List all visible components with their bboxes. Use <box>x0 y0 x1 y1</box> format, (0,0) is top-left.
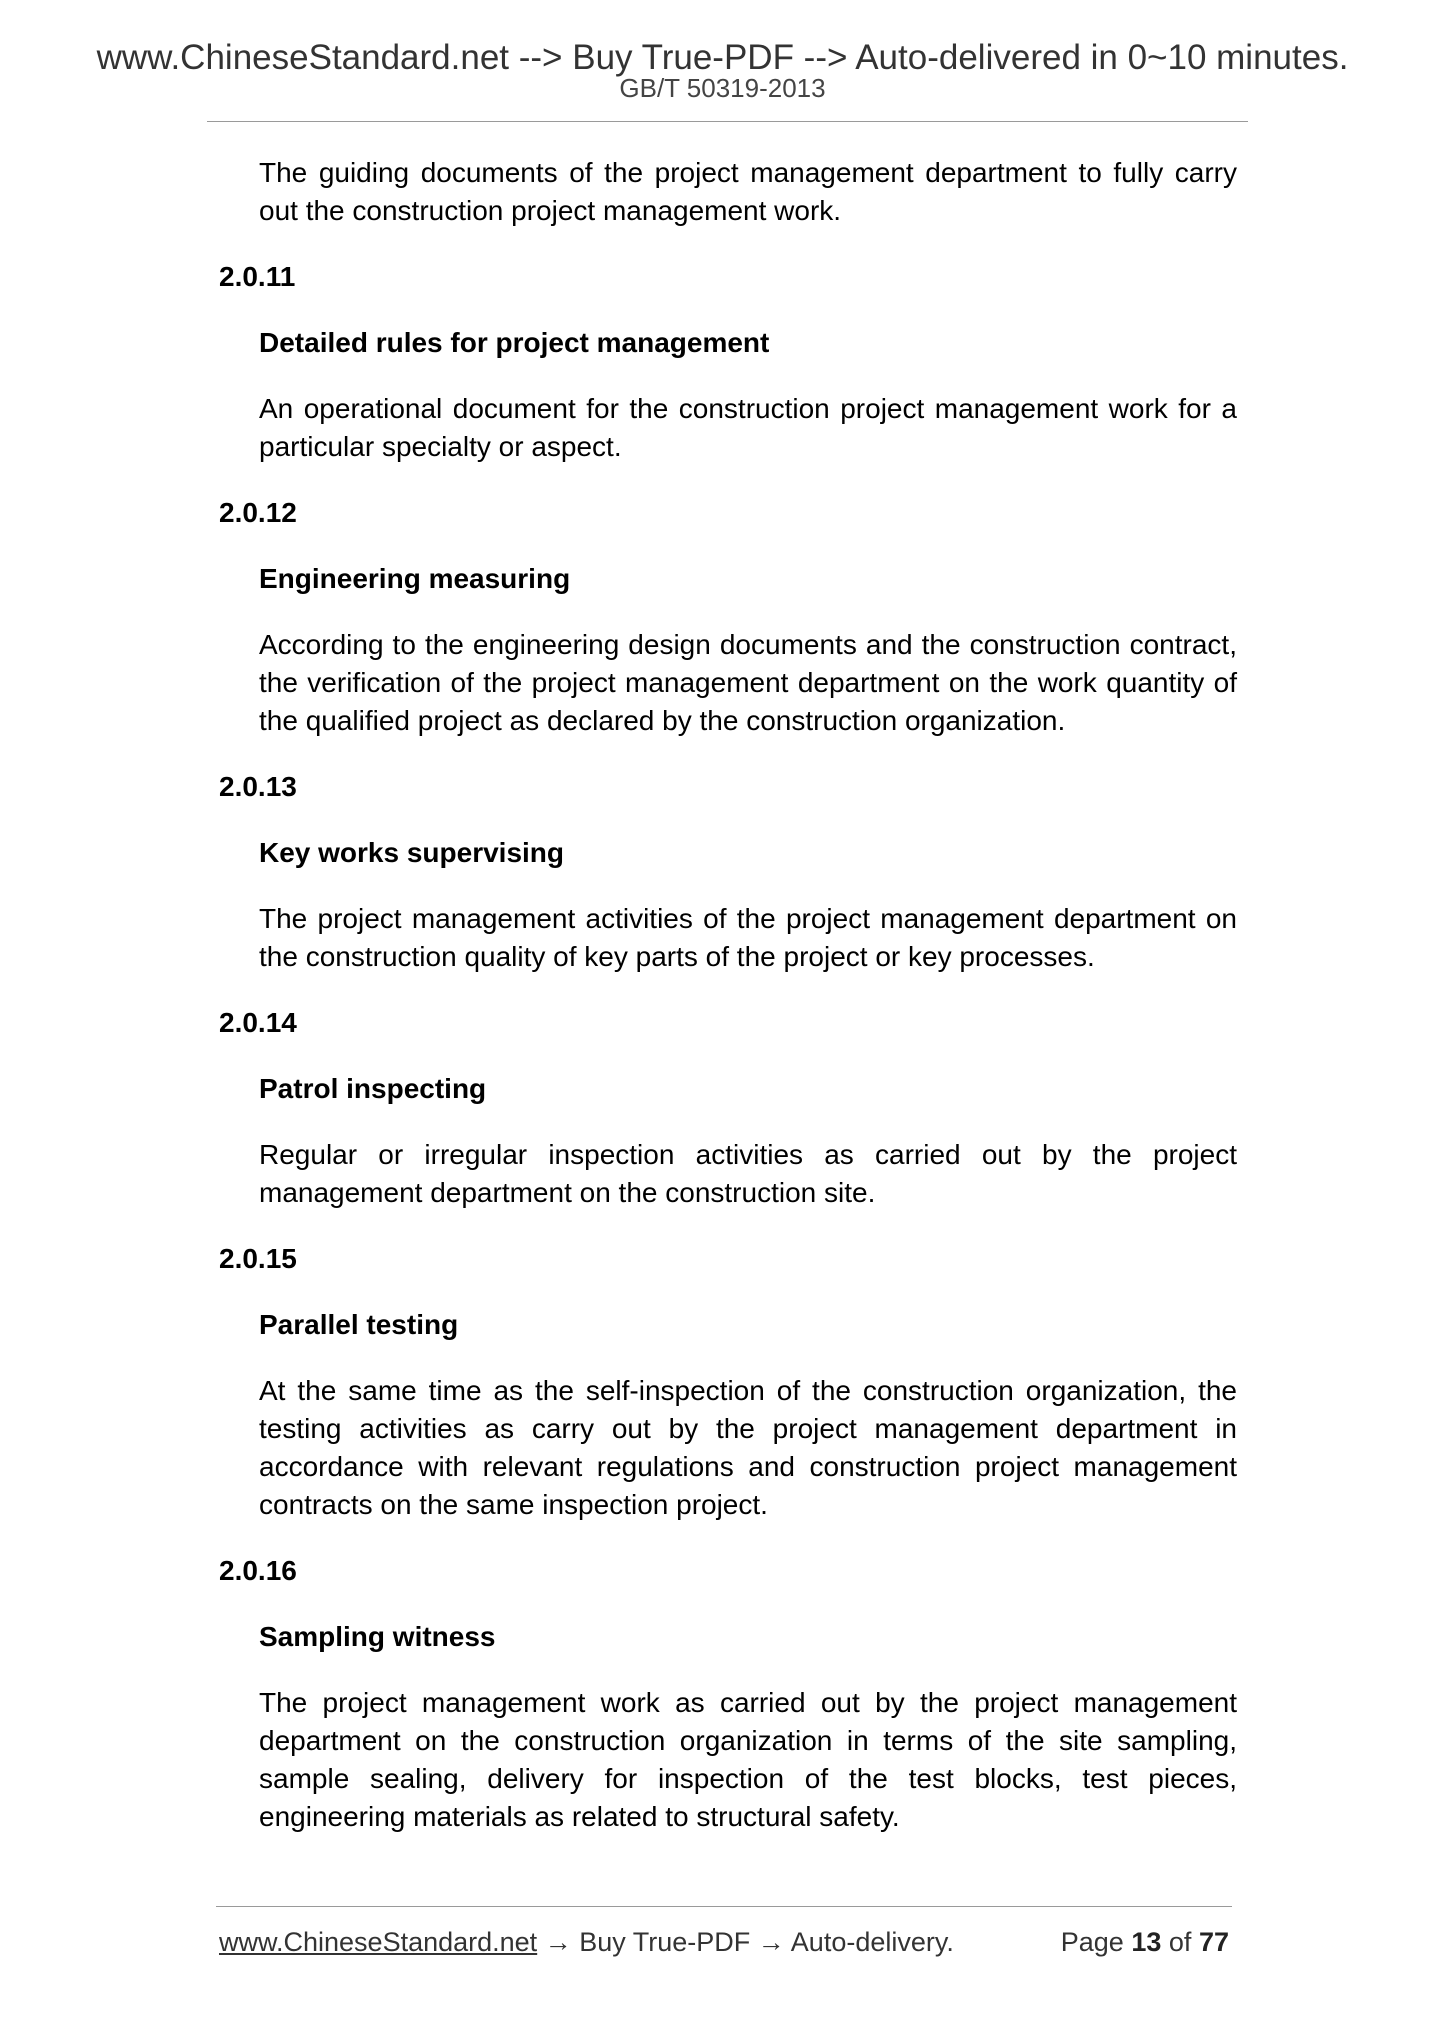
clause-2-0-12 <box>219 494 1237 740</box>
arrow-right-icon: → <box>757 1927 785 1957</box>
clause-2-0-14 <box>219 1004 1237 1212</box>
clause-2-0-11 <box>219 258 1237 466</box>
clause-term: Key works supervising <box>259 837 565 868</box>
footer-promo <box>219 1922 954 1962</box>
clause-2-0-13 <box>219 768 1237 976</box>
arrow-right-icon: → <box>544 1927 572 1957</box>
page-content <box>219 154 1237 1864</box>
clause-2-0-15 <box>219 1240 1237 1524</box>
clause-number: 2.0.13 <box>219 771 297 802</box>
footer-delivery-text: Auto-delivery. <box>790 1927 954 1957</box>
clause-term: Parallel testing <box>259 1309 459 1340</box>
page-label: Page <box>1060 1927 1124 1957</box>
clause-number: 2.0.15 <box>219 1243 297 1274</box>
clause-term: Sampling witness <box>259 1621 496 1652</box>
page-indicator <box>1061 1922 1229 1962</box>
clause-number: 2.0.16 <box>219 1555 297 1586</box>
clause-term: Patrol inspecting <box>259 1073 487 1104</box>
clause-number: 2.0.14 <box>219 1007 297 1038</box>
clause-definition: An operational document for the construction project management work for a particular specialty or aspect. <box>259 393 1237 462</box>
clause-term: Detailed rules for project management <box>259 327 770 358</box>
intro-paragraph: The guiding documents of the project management department to fully carry out the construction project management work. <box>259 157 1237 226</box>
clause-definition: According to the engineering design documents and the construction contract, the verification of the project management department on the work quantity of the qualified project as declared by the construction organization. <box>259 629 1237 736</box>
page-footer <box>219 1922 1229 1962</box>
of-label: of <box>1168 1927 1192 1957</box>
total-pages-number: 77 <box>1198 1927 1229 1957</box>
clause-definition: The project management activities of the project management department on the construction quality of key parts of the project or key processes. <box>259 903 1237 972</box>
clause-definition: At the same time as the self-inspection of the construction organization, the testing activities as carry out by the project management department in accordance with relevant regulations and construction project management contracts on the same inspection project. <box>259 1375 1237 1520</box>
clause-definition: Regular or irregular inspection activities as carried out by the project management department on the construction site. <box>259 1139 1237 1208</box>
footer-buy-text: Buy True-PDF <box>579 1927 751 1957</box>
document-code: GB/T 50319-2013 <box>619 73 826 103</box>
clause-term: Engineering measuring <box>259 563 571 594</box>
site-banner: www.ChineseStandard.net --> Buy True-PDF --> Auto-delivered in 0~10 minutes. <box>96 38 1349 77</box>
header-divider <box>207 121 1248 122</box>
clause-number: 2.0.12 <box>219 497 297 528</box>
footer-divider <box>216 1906 1232 1907</box>
clause-definition: The project management work as carried out by the project management department on the construction organization in terms of the site sampling, sample sealing, delivery for inspection of the test blocks, test pieces, engineering materials as related to structural safety. <box>259 1687 1237 1832</box>
current-page-number: 13 <box>1131 1927 1162 1957</box>
site-link[interactable]: www.ChineseStandard.net <box>219 1927 538 1957</box>
clause-number: 2.0.11 <box>219 261 296 292</box>
clause-2-0-16 <box>219 1552 1237 1836</box>
